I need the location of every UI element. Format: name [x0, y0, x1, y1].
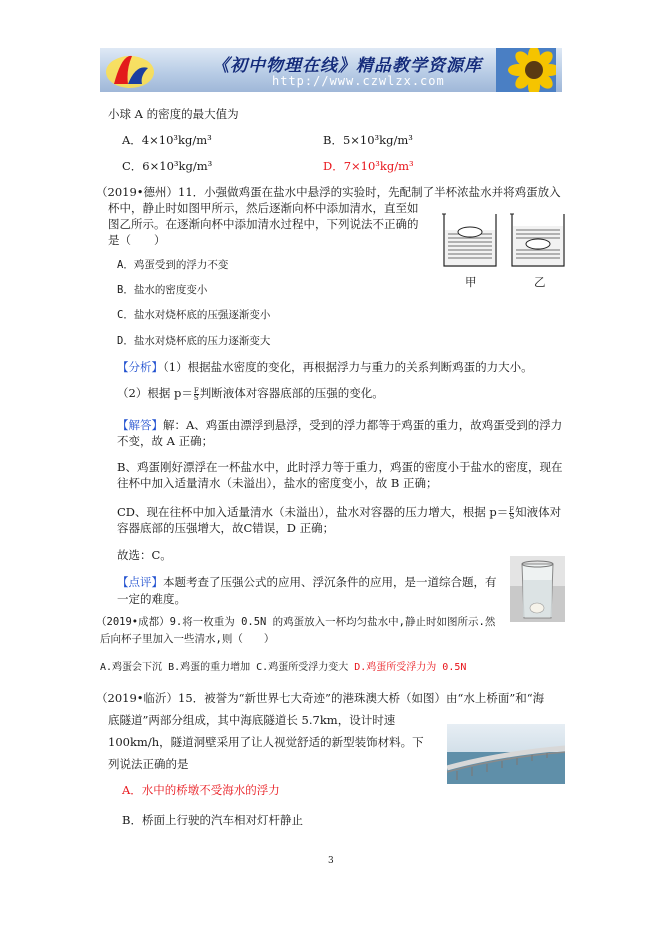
q15-line-2: 底隧道”两部分组成，其中海底隧道长 5.7km，设计时速 — [108, 713, 396, 727]
q15-line-4: 列说法正确的是 — [108, 757, 189, 771]
q9-option-b: B.鸡蛋的重力增加 — [168, 662, 251, 673]
analysis-line-2: （2）根据 p＝ $\frac{F}{S}$ 判断液体对容器底部的压强的变化。 — [117, 386, 384, 402]
answer-line-1a: 【解答】解：A、鸡蛋由漂浮到悬浮，受到的浮力都等于鸡蛋的重力，故鸡蛋受到的浮力 — [117, 418, 563, 432]
answer-line-2a: B、鸡蛋刚好漂浮在一杯盐水中，此时浮力等于重力，鸡蛋的密度小于盐水的密度，现在 — [117, 460, 563, 474]
figure-label-b: 乙 — [534, 275, 546, 289]
q9-option-d: D.鸡蛋所受浮力为 0.5N — [354, 662, 467, 673]
q11-option-d: D．盐水对烧杯底的压力逐渐变大 — [117, 335, 271, 347]
q15-option-a: A．水中的桥墩不受海水的浮力 — [122, 783, 280, 797]
sunflower-icon — [496, 48, 556, 92]
header-banner — [100, 48, 562, 92]
q9-options — [100, 658, 466, 673]
comment-tag: 【点评】 — [117, 575, 163, 589]
q-prev-option-a: A．4×10³kg/m³ — [122, 133, 212, 147]
beaker-b-icon — [510, 214, 564, 266]
q9-line-1: （2019•成都）9.将一枚重为 0.5N 的鸡蛋放入一杯均匀盐水中,静止时如图所示.然 — [96, 616, 496, 628]
comment-line-a: 【点评】本题考查了压强公式的应用、浮沉条件的应用，是一道综合题，有 — [117, 575, 497, 589]
q11-line-1: （2019•德州）11．小强做鸡蛋在盐水中悬浮的实验时，先配制了半杯浓盐水并将鸡蛋放入 — [96, 185, 561, 199]
analysis-line-1: 【分析】（1）根据盐水密度的变化，再根据浮力与重力的关系判断鸡蛋的力大小。 — [117, 360, 533, 374]
answer-line-3a: CD、现在往杯中加入适量清水（未溢出），盐水对容器的压力增大，根据 p＝ $\frac{F}{S}$ 知液体对 — [117, 505, 562, 521]
q11-line-2: 杯中，静止时如图甲所示，然后逐渐向杯中添加清水，直至如 — [108, 201, 419, 215]
page-number: 3 — [328, 856, 334, 866]
q9-option-c: C.鸡蛋所受浮力变大 — [256, 662, 349, 673]
choose-line: 故选：C。 — [117, 548, 172, 562]
q-prev-stem: 小球 A 的密度的最大值为 — [108, 107, 239, 121]
q-prev-option-d: D．7×10³kg/m³ — [323, 159, 414, 173]
q11-line-4: 是（ ） — [108, 233, 166, 247]
q-prev-option-b: B．5×10³kg/m³ — [323, 133, 413, 147]
q-prev-option-c: C．6×10³kg/m³ — [122, 159, 213, 173]
beaker-a-icon — [442, 214, 496, 266]
answer-tag: 【解答】 — [117, 418, 163, 432]
pressure-fraction-2: $\frac{F}{S}$ — [509, 505, 515, 521]
q9-line-2: 后向杯子里加入一些清水,则（ ） — [100, 633, 275, 645]
q11-option-c: C．盐水对烧杯底的压强逐渐变小 — [117, 309, 271, 321]
egg-glass-photo — [510, 556, 565, 622]
q11-option-b: B．盐水的密度变小 — [117, 284, 208, 296]
q15-option-b: B．桥面上行驶的汽车相对灯杆静止 — [122, 813, 303, 827]
beaker-figures — [440, 210, 570, 272]
comment-line-b: 一定的难度。 — [117, 592, 186, 606]
bridge-photo — [447, 724, 565, 784]
q15-line-3: 100km/h，隧道洞壁采用了让人视觉舒适的新型装饰材料。下 — [108, 735, 424, 749]
answer-line-2b: 往杯中加入适量清水（未溢出），盐水的密度变小，故 B 正确； — [117, 476, 438, 490]
pressure-fraction: $\frac{F}{S}$ — [193, 386, 199, 402]
analysis-tag: 【分析】 — [117, 360, 163, 374]
q15-line-1: （2019•临沂）15．被誉为“新世界七大奇迹”的港珠澳大桥（如图）由“水上桥面”和“海 — [96, 691, 545, 705]
q11-option-a: A．鸡蛋受到的浮力不变 — [117, 259, 229, 271]
header-title: 《初中物理在线》精品教学资源库 — [212, 56, 482, 76]
answer-line-1b: 不变，故 A 正确； — [117, 434, 214, 448]
answer-line-3b: 容器底部的压强增大，故C错误，D 正确； — [117, 521, 335, 535]
header-url[interactable]: http://www.czwlzx.com — [272, 74, 445, 88]
logo-icon — [104, 50, 156, 90]
figure-label-a: 甲 — [465, 275, 477, 289]
q11-line-3: 图乙所示。在逐渐向杯中添加清水过程中，下列说法不正确的 — [108, 217, 419, 231]
q9-option-a: A.鸡蛋会下沉 — [100, 662, 163, 673]
